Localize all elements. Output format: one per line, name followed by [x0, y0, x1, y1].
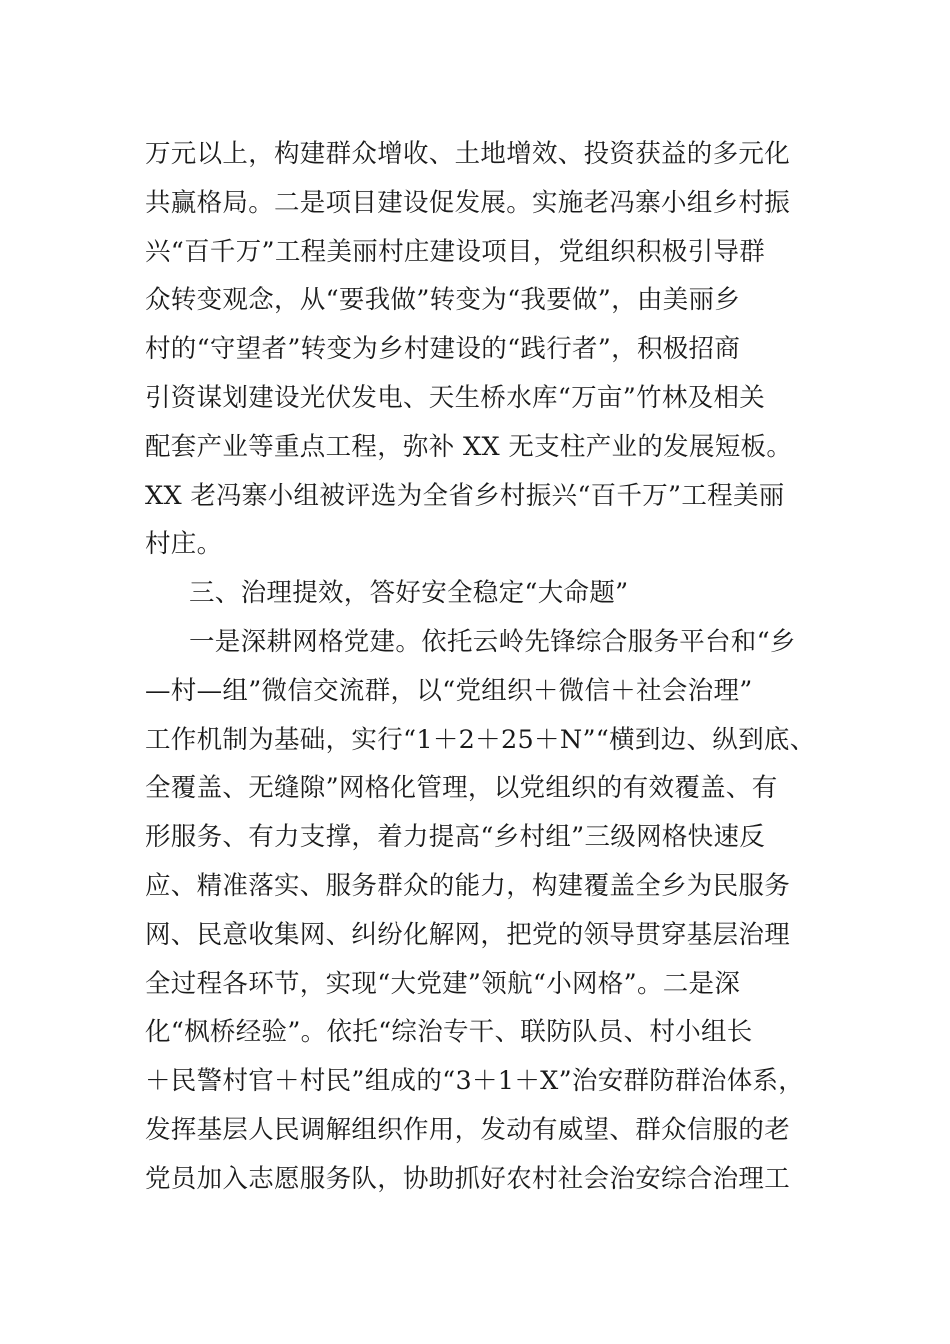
text-line: 万元以上，构建群众增收、土地增效、投资获益的多元化	[145, 139, 791, 169]
text-line: 配套产业等重点工程，弥补 XX 无支柱产业的发展短板。	[145, 431, 793, 462]
text-line: ＋民警村官＋村民”组成的“3＋1＋X”治安群防群治体系，	[145, 1066, 805, 1097]
text-line: 形服务、有力支撑，着力提高“乡村组”三级网格快速反	[145, 822, 766, 853]
text-line: 发挥基层人民调解组织作用，发动有威望、群众信服的老	[145, 1114, 791, 1145]
text-line: XX 老冯寨小组被评选为全省乡村振兴“百千万”工程美丽	[145, 480, 785, 511]
text-line: 众转变观念，从“要我做”转变为“我要做”，由美丽乡	[145, 285, 741, 316]
text-line: 工作机制为基础，实行“1＋2＋25＋N”“横到边、纵到底、	[145, 724, 816, 755]
text-line: 共赢格局。二是项目建设促发展。实施老冯寨小组乡村振	[145, 187, 791, 218]
text-line: 村庄。	[145, 529, 223, 560]
text-line: 一是深耕网格党建。依托云岭先锋综合服务平台和“乡	[189, 626, 796, 657]
text-line: —村—组”微信交流群，以“党组织＋微信＋社会治理”	[145, 675, 753, 706]
text-line: 化“枫桥经验”。依托“综治专干、联防队员、村小组长	[145, 1017, 753, 1048]
text-line: 三、治理提效，答好安全稳定“大命题”	[189, 578, 629, 609]
text-line: 应、精准落实、服务群众的能力，构建覆盖全乡为民服务	[145, 870, 791, 901]
text-line: 村的“守望者”转变为乡村建设的“践行者”，积极招商	[145, 334, 741, 365]
text-line: 网、民意收集网、纠纷化解网，把党的领导贯穿基层治理	[145, 919, 791, 950]
text-line: 全过程各环节，实现“大党建”领航“小网格”。二是深	[145, 968, 741, 999]
text-line: 引资谋划建设光伏发电、天生桥水库“万亩”竹林及相关	[145, 382, 766, 413]
text-line: 兴“百千万”工程美丽村庄建设项目，党组织积极引导群	[145, 236, 766, 267]
text-line: 党员加入志愿服务队，协助抓好农村社会治安综合治理工	[145, 1163, 791, 1194]
document-body	[145, 130, 835, 1204]
text-line: 全覆盖、无缝隙”网格化管理，以党组织的有效覆盖、有	[145, 773, 778, 804]
